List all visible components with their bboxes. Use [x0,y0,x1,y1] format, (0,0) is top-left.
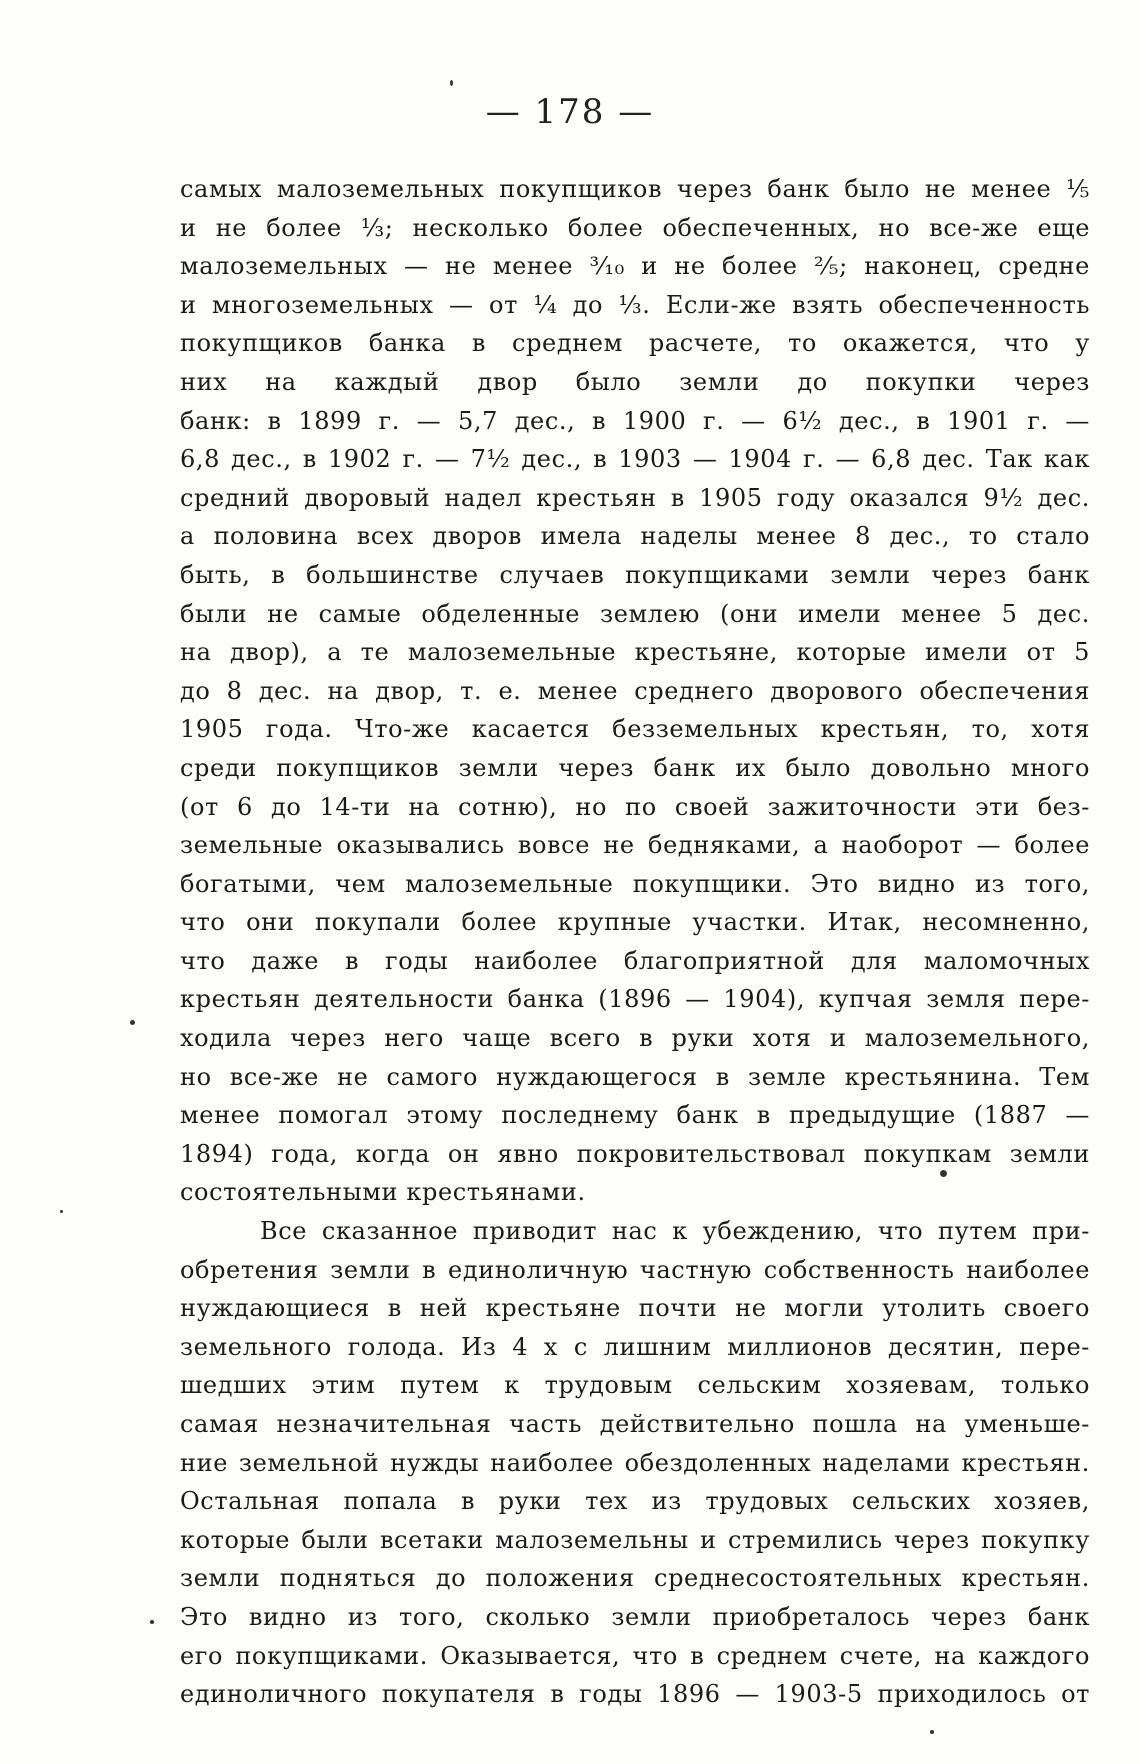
text-line: менее помогал этому последнему банк в предыдущие (1887 — [180,1101,1090,1130]
text-line: и не более ⅓; несколько более обеспеченных, но все-же еще [180,213,1090,242]
text-line: обретения земли в единоличную частную собственность наиболее [180,1255,1090,1284]
text-line: 1894) года, когда он явно покровительствовал покупкам земли [180,1139,1090,1168]
text-line: крестьян деятельности банка (1896 — 1904), купчая земля пере- [180,985,1090,1014]
text-line: до 8 дес. на двор, т. е. менее среднего дворового обеспечения [180,676,1090,705]
text-line: средний дворовый надел крестьян в 1905 году оказался 9½ дес. [180,483,1090,512]
text-line: (от 6 до 14-ти на сотню), но по своей зажиточности эти без- [180,792,1090,821]
text-line: и многоземельных — от ¼ до ⅓. Если-же взять обеспеченность [180,290,1090,319]
text-line: а половина всех дворов имела наделы менее 8 дес., то стало [180,522,1090,551]
text-line: нуждающиеся в ней крестьяне почти не могли утолить своего [180,1294,1090,1323]
scan-speck [150,1620,154,1624]
paragraph-end-line: состоятельными крестьянами. [180,1178,586,1207]
text-line: которые были всетаки малоземельны и стремились через покупку [180,1525,1090,1554]
body-text [180,170,1090,1714]
text-line: Остальная попала в руки тех из трудовых сельских хозяев, [180,1487,1090,1516]
text-line: малоземельных — не менее ³⁄₁₀ и не более ²⁄₅; наконец, средне [180,252,1090,281]
text-line: единоличного покупателя в годы 1896 — 1903-5 приходилось от [180,1680,1090,1709]
text-line: земельные оказывались вовсе не бедняками, а наоборот — более [180,831,1090,860]
text-line: Это видно из того, сколько земли приобреталось через банк [180,1602,1090,1631]
text-line: них на каждый двор было земли до покупки через [180,367,1090,396]
scan-speck [940,1170,947,1177]
text-line: земельного голода. Из 4 х с лишним миллионов десятин, пере- [180,1332,1090,1361]
text-line: но все-же не самого нуждающегося в земле крестьянина. Тем [180,1062,1090,1091]
text-line: земли подняться до положения среднесостоятельных крестьян. [180,1564,1090,1593]
scan-speck [930,1730,934,1734]
text-line: покупщиков банка в среднем расчете, то окажется, что у [180,329,1090,358]
text-line: что они покупали более крупные участки. Итак, несомненно, [180,908,1090,937]
text-line: самая незначительная часть действительно пошла на уменьше- [180,1410,1090,1438]
text-line: ние земельной нужды наиболее обездоленных наделами крестьян. [180,1448,1090,1477]
text-line: 1905 года. Что-же касается безземельных крестьян, то, хотя [180,715,1090,744]
text-line: 6,8 дес., в 1902 г. — 7½ дес., в 1903 — 1904 г. — 6,8 дес. Так как [180,445,1090,474]
text-line: были не самые обделенные землею (они имели менее 5 дес. [180,599,1090,628]
page-number: — 178 — [485,92,655,132]
text-line: его покупщиками. Оказывается, что в среднем счете, на каждого [180,1641,1090,1670]
text-line: что даже в годы наиболее благоприятной для маломочных [180,946,1090,975]
text-line: банк: в 1899 г. — 5,7 дес., в 1900 г. — 6½ дес., в 1901 г. — [180,406,1090,435]
text-line: среди покупщиков земли через банк их было довольно много [180,753,1090,782]
text-line: богатыми, чем малоземельные покупщики. Это видно из того, [180,869,1090,898]
text-line: шедших этим путем к трудовым сельским хозяевам, только [180,1371,1090,1400]
scan-speck [450,80,453,86]
text-line: самых малоземельных покупщиков через банк было не менее ⅕ [180,175,1090,203]
scan-speck [130,1020,135,1025]
text-line: на двор), а те малоземельные крестьяне, которые имели от 5 [180,638,1090,667]
scan-speck [60,1210,63,1213]
text-line: ходила через него чаще всего в руки хотя и малоземельного, [180,1024,1090,1053]
text-line: быть, в большинстве случаев покупщиками земли через банк [180,560,1090,589]
paragraph-start-line: Все сказанное приводит нас к убеждению, что путем при- [260,1217,1090,1246]
